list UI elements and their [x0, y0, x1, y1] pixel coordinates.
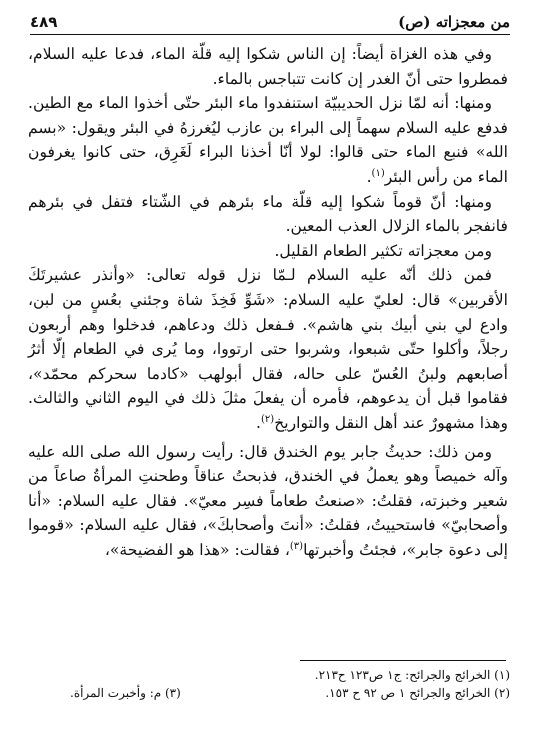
footnotes [70, 666, 510, 702]
footnote-1: (١) الخرائج والجرائح: ج١ ص١٢٣ ح٢١٣. [314, 668, 510, 682]
paragraph [28, 190, 508, 239]
footnote-3: (٣) م: وأخبرت المرأة. [70, 686, 181, 700]
running-header [30, 10, 510, 35]
paragraph-tail: . [366, 167, 372, 186]
paragraph-text: وفي هذه الغزاة أيضاً: إن الناس شكوا إليه قلّة الماء، فدعا عليه السلام، فمطروا حتى أنّ الغدر إن كانت تتباجس بالماء. [28, 45, 508, 88]
main-text [28, 42, 508, 674]
paragraph [28, 263, 508, 435]
paragraph [28, 239, 508, 264]
footnote-marker: (٢) [261, 413, 275, 425]
header-title: من معجزاته (ص) [398, 13, 510, 31]
paragraph-text: ومنها: أنّ قوماً شكوا إليه قلّة ماء بئرهم في الشّتاء فتفل في بئرهم فانفجر بالماء الزلال العذب المعين. [28, 192, 508, 236]
footnote-marker: (٣) [289, 540, 304, 552]
paragraph-text: فمن ذلك أنّه عليه السلام لـمّا نزل قوله تعالى: «وأنذر عشيرتَكَ الأقربين» قال: لعليّ عليه السلام: «شَوِّ فَخِذَ شاة وجئني بعُسٍ من لبن، وادع لي بني أبيك بني هاشم». فـفعل ذلك ودعاهم، فدخلوا وهم أربعون رجلاً، وأكلوا حتّى شبعوا، وشربوا حتى ارتووا، وما يُرى في الطعام إلّا أثرُ أصابعهم ولبنُ العُسّ على حاله، فقال أبولهب «كادما سحركم محمّد»، فقاموا قبل أن يدعوهم، فأمره أن يفعلَ مثلَ ذلك في اليوم الثاني والثالث. وهذا مشهورٌ عند أهل النقل والتواريخ [28, 266, 508, 432]
paragraph [28, 42, 508, 91]
paragraph-text: ومن ذلك: حديثُ جابر يوم الخندق قال: رأيت رسول الله صلى الله عليه وآله خميصاً وهو يعملُ في الخندق، فذبحتُ عناقاً وطحنتِ المرأةُ صاعاً من شعير وخبزته، فقلتُ: «صنعتُ طعاماً فسِر معيّ». فقال عليه السلام: «أنا وأصحابيّ» فاستحييتُ، فقلتُ: «أنتَ وأصحابكَ»، فقال عليه السلام: «قوموا إلى دعوة جابر»، فجئتُ وأخبرتها [28, 442, 508, 559]
paragraph-tail: . [256, 413, 262, 432]
paragraph [28, 440, 508, 563]
footnote-line [70, 684, 510, 702]
footnote-2: (٢) الخرائج والجرائح ١ ص ٩٢ ح ١٥٣. [325, 686, 510, 700]
footnote-marker: (١) [371, 167, 385, 179]
paragraph-tail: ، فقالت: «هذا هو الفضيحة»، [104, 540, 290, 559]
footnote-line [70, 666, 510, 684]
paragraph-text: ومن معجزاته تكثير الطعام القليل. [274, 241, 492, 260]
paragraph-text: ومنها: أنه لمّا نزل الحديبيّة استنفدوا ماء البئر حتّى أخذوا الماء مع الطين. فدفع عليه السلام سهماً إلى البراء بن عازب ليُغرزهُ في البئر ويقول: «بسم الله» فنبع الماء حتى قالوا: لولا أنّا أخذنا البراء لَغَرِق، حتى كانوا يغرفون الماء من رأس البئر [28, 94, 508, 186]
paragraph [28, 91, 508, 189]
footnote-divider [300, 660, 506, 661]
page-number: ٤٨٩ [30, 13, 58, 31]
